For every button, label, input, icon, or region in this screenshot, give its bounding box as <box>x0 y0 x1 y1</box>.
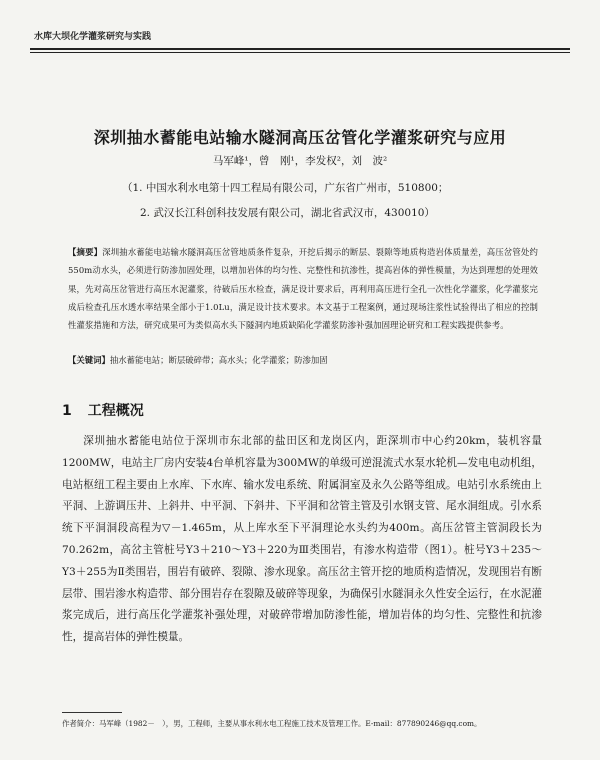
header-rule <box>30 48 570 50</box>
affiliation-2: 2. 武汉长江科创科技发展有限公司，湖北省武汉市，430010） <box>140 207 435 219</box>
section-number: 1 <box>62 403 72 419</box>
affiliation-1: （1. 中国水利水电第十四工程局有限公司，广东省广州市，510800； <box>122 182 449 194</box>
abstract <box>68 243 538 334</box>
header-rule-thin <box>30 52 570 53</box>
author-footnote: 作者简介：马军峰（1982－ ），男，工程师，主要从事水利水电工程施工技术及管理工作。E-mail：877890246@qq.com。 <box>62 719 482 728</box>
body-paragraph: 深圳抽水蓄能电站位于深圳市东北部的盐田区和龙岗区内，距深圳市中心约20km，装机容量1200MW，电站主厂房内安装4台单机容量为300MW的单级可逆混流式水泵水轮机—发电电动机组，电站枢纽工程主要由上水库、下水库、输水发电系统、附属洞室及永久公路等组成。电站引水系统由上平洞、上游调压井、上斜井、中平洞、下斜井、下平洞和岔管主管及引水钢支管、尾水洞组成。引水系统下平洞洞段高程为▽－1.465m，从上库水至下平洞理论水头约为400m。高压岔管主管洞段长为70.262m，高岔主管桩号Y3＋210～Y3＋220为Ⅲ类围岩，有渗水构造带（图1）。桩号Y3＋235～Y3＋255为Ⅱ类围岩，围岩有破碎、裂隙、渗水现象。高压岔主管开挖的地质构造情况，发现围岩有断层带、围岩渗水构造带、部分围岩存在裂隙及破碎等现象，为确保引水隧洞永久性安全运行，在水泥灌浆完成后，进行高压化学灌浆补强处理，对破碎带增加防渗性能，增加岩体的均匀性、完整性和抗渗性，提高岩体的弹性模量。 <box>62 435 542 644</box>
keywords <box>68 354 328 366</box>
section-heading <box>62 400 144 420</box>
running-header: 水库大坝化学灌浆研究与实践 <box>34 32 152 42</box>
keywords-label: 【关键词】 <box>68 355 110 365</box>
section-title: 工程概况 <box>87 403 144 419</box>
footnote-rule <box>62 712 122 713</box>
author-list: 马军峰¹，曾 刚¹，李发权²，刘 波² <box>212 155 388 167</box>
paper-title: 深圳抽水蓄能电站输水隧洞高压岔管化学灌浆研究与应用 <box>93 128 507 147</box>
abstract-label: 【摘要】 <box>68 247 103 257</box>
keywords-text: 抽水蓄能电站；断层破碎带；高水头；化学灌浆；防渗加固 <box>109 355 328 365</box>
abstract-text: 深圳抽水蓄能电站输水隧洞高压岔管地质条件复杂，开挖后揭示的断层、裂隙等地质构造岩体质量差，高压岔管处约550m动水头，必须进行防渗加固处理，以增加岩体的均匀性、完整性和抗渗性，提高岩体的弹性模量，为达到理想的处理效果，先对高压岔管进行高压水泥灌浆，待破后压水检查，满足设计要求后，再利用高压进行全孔一次性化学灌浆，化学灌浆完成后检查孔压水透水率结果全部小于1.0Lu，满足设计技术要求。本文基于工程案例，通过现场注浆性试验得出了相应的控制性灌浆措施和方法，研究成果可为类似高水头下隧洞内地质缺陷化学灌浆防渗补强加固理论研究和工程实践提供参考。 <box>68 247 538 331</box>
